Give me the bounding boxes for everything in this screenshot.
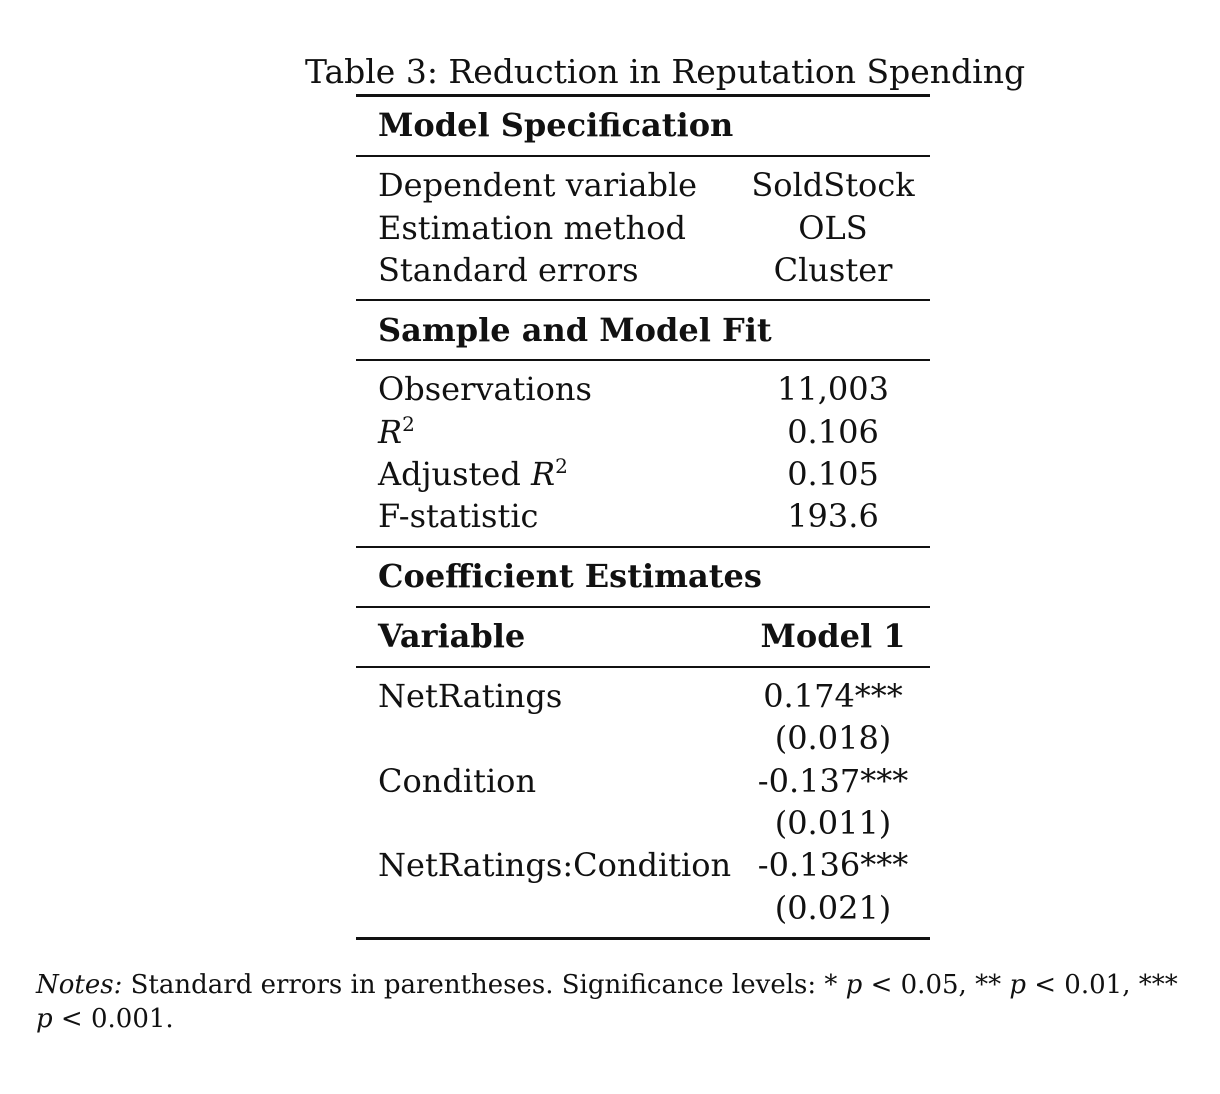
row-label-f-statistic: F-statistic bbox=[378, 497, 539, 535]
table-bottom-rule bbox=[356, 937, 930, 940]
row-value-observations: 11,003 bbox=[777, 370, 889, 408]
r-symbol: R bbox=[378, 413, 403, 451]
row-value-r-squared: 0.106 bbox=[787, 413, 879, 451]
row-value-f-statistic: 193.6 bbox=[787, 497, 879, 535]
section-heading-coefficient-estimates: Coefficient Estimates bbox=[378, 557, 762, 595]
notes-p-symbol: p bbox=[1009, 970, 1026, 1000]
table-caption: Table 3: Reduction in Reputation Spending bbox=[305, 52, 1026, 91]
section-rule bbox=[356, 606, 930, 608]
coef-se-netratings-condition: (0.021) bbox=[774, 889, 892, 927]
row-value-dependent-variable: SoldStock bbox=[751, 166, 915, 204]
notes-text: Standard errors in parentheses. Significance levels: * bbox=[122, 970, 846, 1000]
r-symbol: R bbox=[531, 455, 556, 493]
row-label-adjusted-r-squared bbox=[378, 455, 568, 493]
coef-estimate-netratings: 0.174*** bbox=[763, 677, 903, 715]
section-rule bbox=[356, 359, 930, 361]
notes-text: < 0.05, ** bbox=[862, 970, 1010, 1000]
r-exponent: 2 bbox=[555, 454, 568, 478]
notes-label: Notes: bbox=[36, 970, 123, 1000]
coef-estimate-netratings-condition: -0.136*** bbox=[757, 846, 909, 884]
adjusted-prefix: Adjusted bbox=[378, 455, 531, 493]
row-label-estimation-method: Estimation method bbox=[378, 209, 686, 247]
section-heading-sample-model-fit: Sample and Model Fit bbox=[378, 311, 772, 349]
coef-label-netratings: NetRatings bbox=[378, 677, 563, 715]
row-label-dependent-variable: Dependent variable bbox=[378, 166, 698, 204]
section-heading-model-specification: Model Specification bbox=[378, 106, 734, 144]
notes-text: < 0.001. bbox=[52, 1004, 174, 1034]
coef-se-netratings: (0.018) bbox=[774, 719, 892, 757]
row-value-adjusted-r-squared: 0.105 bbox=[787, 455, 879, 493]
r-exponent: 2 bbox=[402, 412, 415, 436]
notes-p-symbol: p bbox=[845, 970, 863, 1000]
row-value-standard-errors: Cluster bbox=[773, 251, 893, 289]
table-notes bbox=[36, 968, 1196, 1036]
section-rule bbox=[356, 155, 930, 157]
row-label-standard-errors: Standard errors bbox=[378, 251, 639, 289]
row-label-r-squared bbox=[378, 413, 415, 451]
section-rule bbox=[356, 546, 930, 548]
section-rule bbox=[356, 299, 930, 301]
column-header-model-1: Model 1 bbox=[760, 617, 906, 655]
notes-text: < 0.01, *** bbox=[1025, 970, 1186, 1000]
notes-p-symbol: p bbox=[36, 1004, 53, 1034]
row-value-estimation-method: OLS bbox=[798, 209, 868, 247]
table-top-rule bbox=[356, 94, 930, 97]
column-header-variable: Variable bbox=[378, 617, 526, 655]
column-header-rule bbox=[356, 666, 930, 668]
coef-label-netratings-condition: NetRatings:Condition bbox=[378, 846, 732, 884]
coef-label-condition: Condition bbox=[378, 762, 537, 800]
coef-estimate-condition: -0.137*** bbox=[757, 762, 909, 800]
row-label-observations: Observations bbox=[378, 370, 592, 408]
coef-se-condition: (0.011) bbox=[774, 804, 892, 842]
